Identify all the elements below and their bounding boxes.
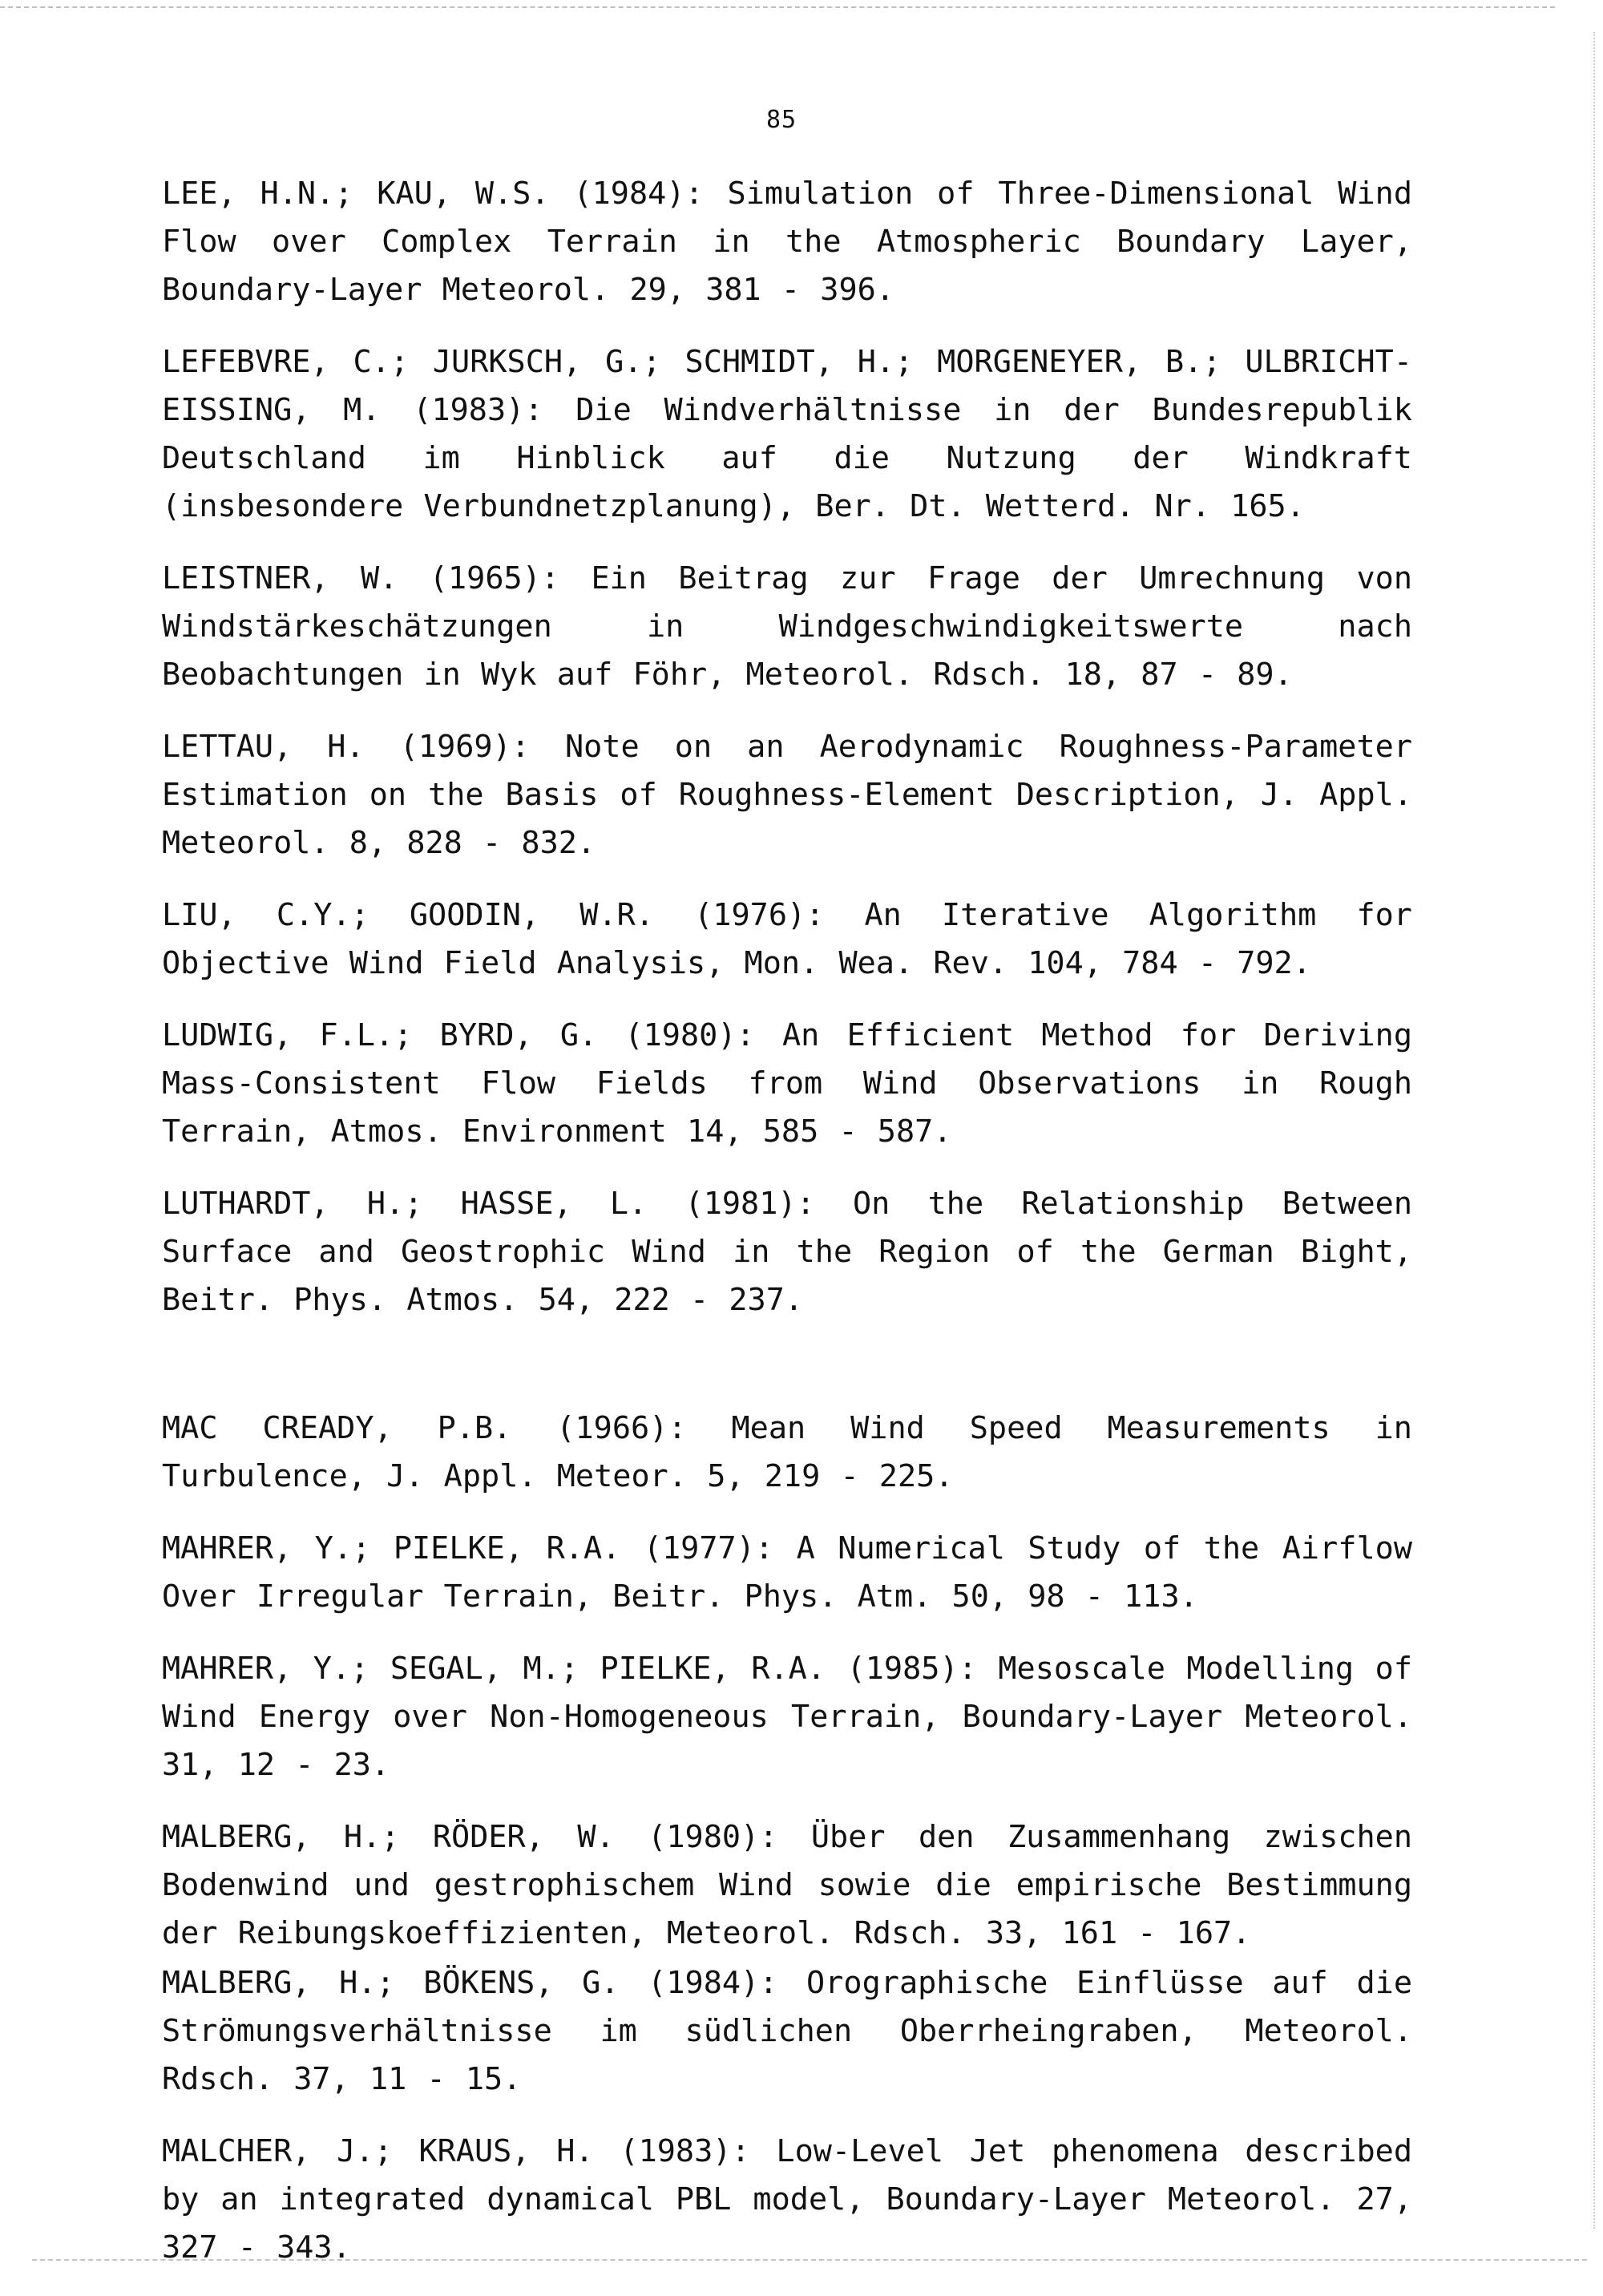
page-number: 85 — [765, 106, 797, 134]
reference-entry: LEE, H.N.; KAU, W.S. (1984): Simulation of Three-Dimensional Wind Flow over Complex Terrain in the Atmospheric Boundary Layer, Boundary-Layer Meteorol. 29, 381 - 396. — [162, 176, 1412, 308]
scan-edge-right — [1593, 32, 1595, 2229]
reference-entry: MAHRER, Y.; SEGAL, M.; PIELKE, R.A. (1985): Mesoscale Modelling of Wind Energy over Non-Homogeneous Terrain, Boundary-Layer Meteorol. 31, 12 - 23. — [162, 1651, 1412, 1783]
reference-entry: LIU, C.Y.; GOODIN, W.R. (1976): An Iterative Algorithm for Objective Wind Field Analysis, Mon. Wea. Rev. 104, 784 - 792. — [162, 897, 1412, 981]
scan-edge-top — [0, 6, 1555, 8]
reference-entry: LUDWIG, F.L.; BYRD, G. (1980): An Efficient Method for Deriving Mass-Consistent Flow Fields from Wind Observations in Rough Terrain, Atmos. Environment 14, 585 - 587. — [162, 1017, 1412, 1150]
reference-entry: MALBERG, H.; RÖDER, W. (1980): Über den Zusammenhang zwischen Bodenwind und gestrophischem Wind sowie die empirische Bestimmung der Reibungskoeffizienten, Meteorol. Rdsch. 33, 161 - 167. — [162, 1819, 1412, 1951]
reference-list — [162, 170, 1412, 2296]
reference-entry: LUTHARDT, H.; HASSE, L. (1981): On the Relationship Between Surface and Geostrophic Wind in the Region of the German Bight, Beitr. Phys. Atmos. 54, 222 - 237. — [162, 1186, 1412, 1318]
reference-entry: LEFEBVRE, C.; JURKSCH, G.; SCHMIDT, H.; MORGENEYER, B.; ULBRICHT-EISSING, M. (1983): Die Windverhältnisse in der Bundesrepublik Deutschland im Hinblick auf die Nutzung der Windkraft (insbesondere Verbundnetzplanung), Ber. Dt. Wetterd. Nr. 165. — [162, 344, 1412, 524]
reference-entry: MAHRER, Y.; PIELKE, R.A. (1977): A Numerical Study of the Airflow Over Irregular Terrain, Beitr. Phys. Atm. 50, 98 - 113. — [162, 1530, 1412, 1615]
reference-entry: LETTAU, H. (1969): Note on an Aerodynamic Roughness-Parameter Estimation on the Basis of Roughness-Element Description, J. Appl. Meteorol. 8, 828 - 832. — [162, 729, 1412, 861]
reference-entry: MAC CREADY, P.B. (1966): Mean Wind Speed Measurements in Turbulence, J. Appl. Meteor. 5, 219 - 225. — [162, 1410, 1412, 1494]
reference-entry: LEISTNER, W. (1965): Ein Beitrag zur Frage der Umrechnung von Windstärkeschätzungen in Windgeschwindigkeitswerte nach Beobachtungen in Wyk auf Föhr, Meteorol. Rdsch. 18, 87 - 89. — [162, 560, 1412, 693]
reference-entry: MALCHER, J.; KRAUS, H. (1983): Low-Level Jet phenomena described by an integrated dynamical PBL model, Boundary-Layer Meteorol. 27, 327 - 343. — [162, 2133, 1412, 2266]
reference-entry: MALBERG, H.; BÖKENS, G. (1984): Orographische Einflüsse auf die Strömungsverhältnisse im südlichen Oberrheingraben, Meteorol. Rdsch. 37, 11 - 15. — [162, 1965, 1412, 2097]
